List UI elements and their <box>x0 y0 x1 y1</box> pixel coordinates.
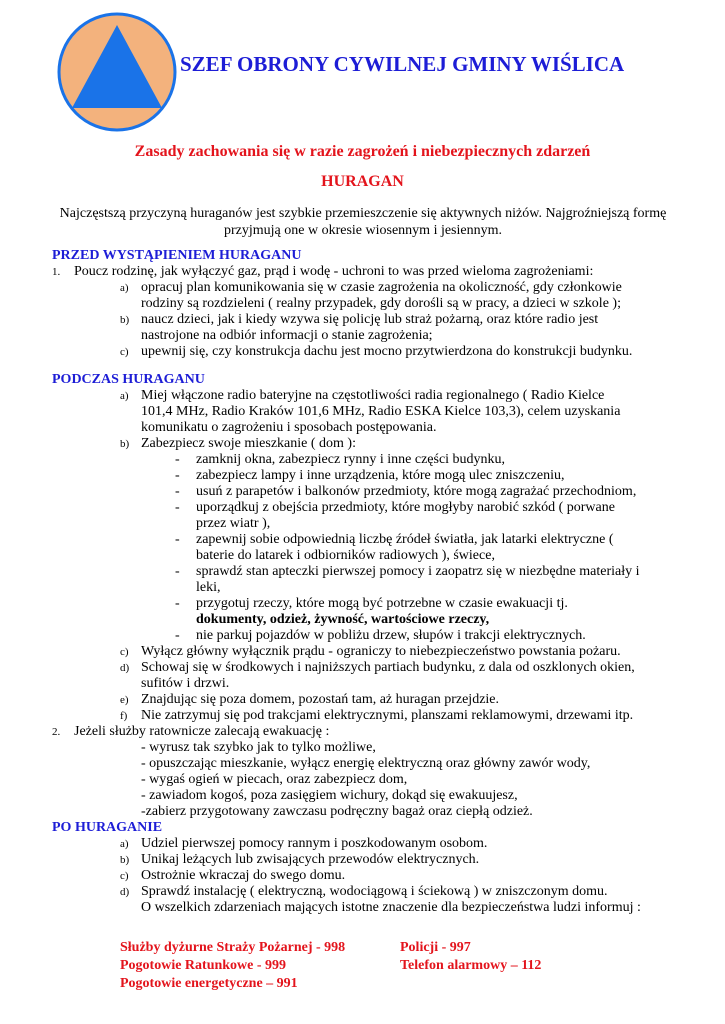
list-item: Zabezpiecz swoje mieszkanie ( dom ): <box>141 436 356 451</box>
dash-marker: - <box>175 596 180 611</box>
list-item: Nie zatrzymuj się pod trakcjami elektrycznymi, planszami reklamowymi, drzewami itp. <box>141 708 634 723</box>
list-item: Schowaj się w środkowych i najniższych partiach budynku, z dala od oszklonych okien, <box>141 660 635 675</box>
topic-heading: HURAGAN <box>321 173 404 190</box>
list-item: zamknij okna, zabezpiecz rynny i inne części budynku, <box>196 452 506 467</box>
list-item-continued: komunikatu o zagrożeniu i sposobach postępowania. <box>141 420 437 435</box>
list-item: sprawdź stan apteczki pierwszej pomocy i zaopatrz się w niezbędne materiały i <box>196 564 640 579</box>
document-subtitle: Zasady zachowania się w razie zagrożeń i niebezpiecznych zdarzeń <box>134 143 591 160</box>
list-item: Unikaj leżących lub zwisających przewodów elektrycznych. <box>141 852 480 867</box>
list-marker: d) <box>120 886 130 898</box>
list-item: Miej włączone radio bateryjne na częstotliwości radia regionalnego ( Radio Kielce <box>141 388 605 403</box>
list-marker: b) <box>120 314 130 326</box>
list-item: Udziel pierwszej pomocy rannym i poszkodowanym osobom. <box>141 836 488 851</box>
list-item: usuń z parapetów i balkonów przedmioty, które mogą zagrażać przechodniom, <box>196 484 637 499</box>
dash-marker: - <box>175 484 180 499</box>
list-marker: d) <box>120 662 130 674</box>
list-item-continued: rodziny są rozdzieleni ( realny przypadek, gdy dorośli są w pracy, a dzieci w szkole ); <box>141 296 621 311</box>
list-item: naucz dzieci, jak i kiedy wzywa się policję lub straż pożarną, oraz które radio jest <box>141 312 599 327</box>
dash-marker: - <box>175 500 180 515</box>
list-item: zabezpiecz lampy i inne urządzenia, które mogą ulec zniszczeniu, <box>196 468 565 483</box>
list-item: Poucz rodzinę, jak wyłączyć gaz, prąd i wodę - uchroni to was przed wieloma zagrożeniami: <box>74 264 594 279</box>
intro-paragraph: Najczęstszą przyczyną huraganów jest szybkie przemieszczenie się aktywnych niżów. Najgroźniejszą formę przyjmują one w okresie wiosennym i jesiennym. <box>59 206 667 238</box>
list-item: Wyłącz główny wyłącznik prądu - ograniczy to niebezpieczeństwo powstania pożaru. <box>141 644 621 659</box>
list-marker: c) <box>120 870 129 882</box>
contact-police: Policji - 997 <box>400 940 471 955</box>
list-marker: b) <box>120 438 130 450</box>
section-heading-before: PRZED WYSTĄPIENIEM HURAGANU <box>52 248 302 263</box>
list-item-continued: leki, <box>196 580 221 595</box>
section-heading-after: PO HURAGANIE <box>52 820 163 835</box>
contact-ambulance: Pogotowie Ratunkowe - 999 <box>120 958 287 973</box>
list-marker: a) <box>120 838 129 850</box>
list-item-continued: przez wiatr ), <box>196 516 271 531</box>
list-marker: 2. <box>52 726 61 738</box>
list-item: uporządkuj z obejścia przedmioty, które mogłyby narobić szkód ( porwane <box>196 500 615 515</box>
dash-marker: - <box>175 468 180 483</box>
contact-energy: Pogotowie energetyczne – 991 <box>120 976 298 991</box>
civil-defense-logo-icon <box>57 12 177 132</box>
evacuation-item: -zabierz przygotowany zawczasu podręczny bagaż oraz ciepłą odzież. <box>141 804 533 819</box>
list-item-continued: sufitów i drzwi. <box>141 676 230 691</box>
list-marker: e) <box>120 694 129 706</box>
dash-marker: - <box>175 452 180 467</box>
list-item: upewnij się, czy konstrukcja dachu jest mocno przytwierdzona do konstrukcji budynku. <box>141 344 633 359</box>
list-item-continued: 101,4 MHz, Radio Kraków 101,6 MHz, Radio ESKA Kielce 103,3), celem uzyskania <box>141 404 621 419</box>
list-item-emphasis: dokumenty, odzież, żywność, wartościowe rzeczy, <box>196 612 490 627</box>
evacuation-item: - wygaś ogień w piecach, oraz zabezpiecz dom, <box>141 772 408 787</box>
list-item-continued: nastrojone na odbiór informacji o stanie zagrożenia; <box>141 328 433 343</box>
list-item: Znajdując się poza domem, pozostań tam, aż huragan przejdzie. <box>141 692 500 707</box>
dash-marker: - <box>175 628 180 643</box>
list-item: przygotuj rzeczy, które mogą być potrzebne w czasie ewakuacji tj. <box>196 596 568 611</box>
list-marker: c) <box>120 646 129 658</box>
list-marker: 1. <box>52 266 61 278</box>
section-heading-during: PODCZAS HURAGANU <box>52 372 205 387</box>
list-marker: f) <box>120 710 128 722</box>
evacuation-item: - opuszczając mieszkanie, wyłącz energię elektryczną oraz główny zawór wody, <box>141 756 591 771</box>
contact-fire: Służby dyżurne Straży Pożarnej - 998 <box>120 940 346 955</box>
evacuation-item: - zawiadom kogoś, poza zasięgiem wichury, dokąd się ewakuujesz, <box>141 788 518 803</box>
list-marker: a) <box>120 390 129 402</box>
list-item: opracuj plan komunikowania się w czasie zagrożenia na okoliczność, gdy członkowie <box>141 280 622 295</box>
evacuation-item: - wyrusz tak szybko jak to tylko możliwe, <box>141 740 376 755</box>
list-item: Jeżeli służby ratownicze zalecają ewakuację : <box>74 724 330 739</box>
dash-marker: - <box>175 564 180 579</box>
list-item: Ostrożnie wkraczaj do swego domu. <box>141 868 346 883</box>
dash-marker: - <box>175 532 180 547</box>
list-marker: b) <box>120 854 130 866</box>
page-title: SZEF OBRONY CYWILNEJ GMINY WIŚLICA <box>180 52 625 76</box>
contact-alarm: Telefon alarmowy – 112 <box>400 958 542 973</box>
list-marker: c) <box>120 346 129 358</box>
list-item: nie parkuj pojazdów w pobliżu drzew, słupów i trakcji elektrycznych. <box>196 628 586 643</box>
list-item: Sprawdź instalację ( elektryczną, wodociągową i ściekową ) w zniszczonym domu. <box>141 884 608 899</box>
list-item: zapewnij sobie odpowiednią liczbę źródeł światła, jak latarki elektryczne ( <box>196 532 614 547</box>
list-item-continued: baterie do latarek i odbiorników radiowych ), świece, <box>196 548 495 563</box>
list-marker: a) <box>120 282 129 294</box>
info-note: O wszelkich zdarzeniach mających istotne znaczenie dla bezpieczeństwa ludzi informuj : <box>141 900 641 915</box>
